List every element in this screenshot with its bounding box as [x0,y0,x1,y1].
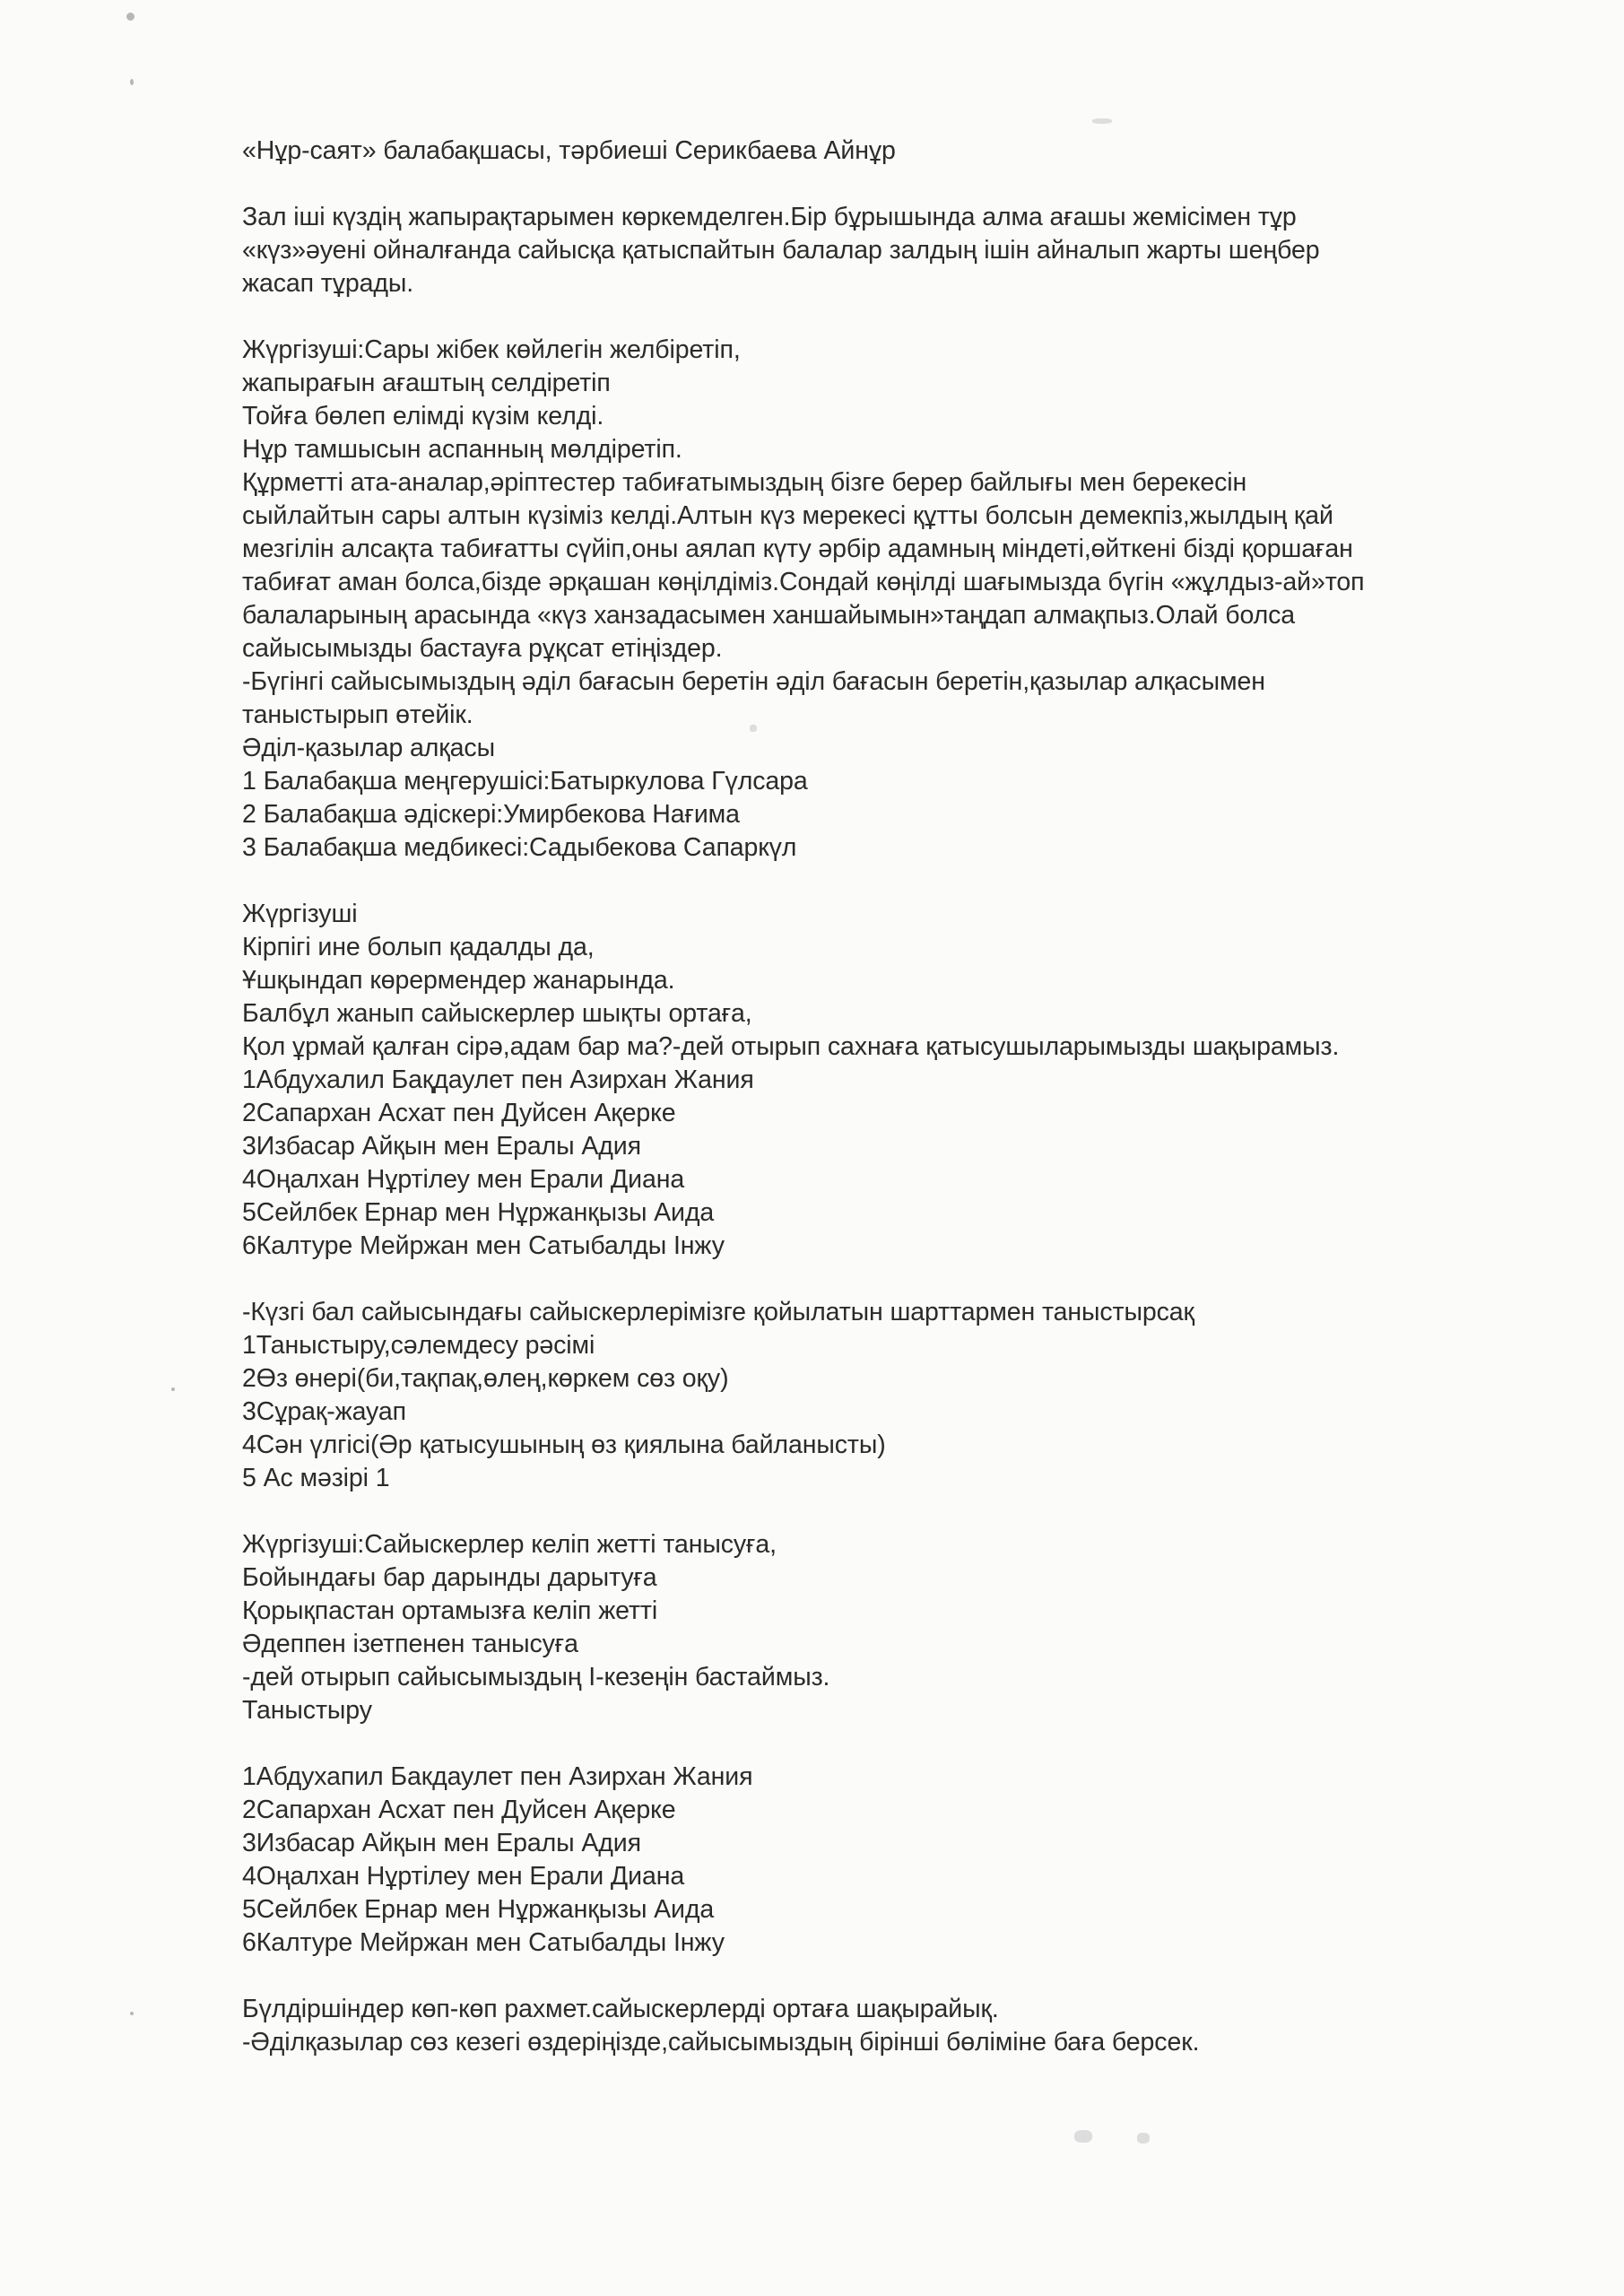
participant-item: 5Сейлбек Ернар мен Нұржанқызы Аида [242,1895,715,1924]
jury-item: 1 Балабақша меңгерушісі:Батыркулова Гүлсара [242,767,808,796]
paragraph-line: балаларының арасында «күз ханзадасымен ханшайымын»таңдап алмақпыз.Олай болса [242,601,1296,630]
participant-item: 3Избасар Айқын мен Ералы Адия [242,1132,641,1161]
participant-item: 1Абдухапил Бакдаулет пен Азирхан Жания [242,1762,753,1791]
blank-line [242,300,1515,334]
paragraph-line: Балбұл жанып сайыскерлер шықты ортаға, [242,999,752,1028]
jury-item: 2 Балабақша әдіскері:Умирбекова Нағима [242,800,740,829]
scan-smudge [1074,2130,1092,2143]
condition-item: 2Өз өнері(би,тақпақ,өлең,көркем сөз оқу) [242,1364,729,1393]
scan-speck [130,79,134,85]
paragraph-line: -дей отырып сайысымыздың І-кезеңін бастаймыз. [242,1663,830,1692]
paragraph-line: -Әділқазылар сөз кезегі өздеріңізде,сайысымыздың бірінші бөліміне баға берсек. [242,2028,1200,2057]
participant-item: 5Сейлбек Ернар мен Нұржанқызы Аида [242,1198,715,1227]
speaker-label: Жүргізуші [242,900,358,928]
scan-speck [126,13,135,21]
paragraph-line: -Бүгінгі сайысымыздың әділ бағасын беретін әділ бағасын беретін,қазылар алқасымен [242,667,1265,696]
section-label: Таныстыру [242,1696,372,1725]
scan-smudge [1137,2133,1150,2144]
document-title: «Нұр-саят» балабақшасы, тәрбиеші Серикбаева Айнұр [242,136,896,165]
participant-item: 2Сапархан Асхат пен Дуйсен Ақерке [242,1796,676,1824]
paragraph-line: Құрметті ата-аналар,әріптестер табиғатымыздың бізге берер байлығы мен берекесін [242,468,1247,497]
scan-speck [171,1387,175,1391]
jury-item: 3 Балабақша медбикесі:Садыбекова Сапаркүл [242,833,797,862]
blank-line [242,865,1515,898]
paragraph-line: Жүргізуші:Сайыскерлер келіп жетті танысуға, [242,1530,777,1559]
paragraph-line: Бойындағы бар дарынды дарытуға [242,1563,657,1592]
condition-item: 4Сән үлгісі(Әр қатысушының өз қиялына байланысты) [242,1431,886,1459]
paragraph-line: Әдеппен ізетпенен танысуға [242,1630,578,1658]
participant-item: 6Калтуре Мейржан мен Сатыбалды Інжу [242,1231,725,1260]
paragraph-line: Бүлдіршіндер көп-көп рахмет.сайыскерлерді ортаға шақырайық. [242,1995,999,2023]
participant-item: 4Оңалхан Нұртілеу мен Ерали Диана [242,1862,685,1891]
blank-line [242,1263,1515,1296]
paragraph-line: таныстырып өтейік. [242,700,473,729]
scan-smudge [1092,118,1112,124]
paragraph-line: Қорықпастан ортамызға келіп жетті [242,1596,658,1625]
paragraph-line: Жүргізуші:Сары жібек көйлегін желбіретіп, [242,335,741,364]
paragraph-line: Кірпігі ине болып қадалды да, [242,933,595,961]
document-body [242,135,1515,2059]
condition-item: 1Таныстыру,сәлемдесу рәсімі [242,1331,595,1360]
participant-item: 3Избасар Айқын мен Ералы Адия [242,1829,641,1857]
paragraph-line: мезгілін алсақта табиғатты сүйіп,оны аялап күту әрбір адамның міндеті,өйткені бізді қоршаған [242,535,1353,563]
scan-speck [130,2012,134,2015]
condition-item: 5 Ас мәзірі 1 [242,1464,390,1492]
paragraph-line: жапырағын ағаштың селдіретіп [242,369,611,397]
participant-item: 4Оңалхан Нұртілеу мен Ерали Диана [242,1165,685,1194]
paragraph-line: «күз»әуені ойналғанда сайысқа қатыспайтын балалар залдың ішін айналып жарты шеңбер [242,236,1320,265]
paragraph-line: жасап тұрады. [242,269,414,298]
paragraph-line: табиғат аман болса,бізде әрқашан көңілдіміз.Сондай көңілді шағымызда бүгін «жұлдыз-ай»топ [242,568,1365,596]
blank-line [242,168,1515,201]
paragraph-line: Ұшқындап көрермендер жанарында. [242,966,675,995]
participant-item: 1Абдухалил Бақдаулет пен Азирхан Жания [242,1065,754,1094]
blank-line [242,1727,1515,1761]
blank-line [242,1960,1515,1993]
participant-item: 6Калтуре Мейржан мен Сатыбалды Інжу [242,1928,725,1957]
paragraph-line: -Күзгі бал сайысындағы сайыскерлерімізге қойылатын шарттармен таныстырсақ [242,1298,1194,1326]
paragraph-line: Қол ұрмай қалған сірә,адам бар ма?-дей отырып сахнаға қатысушыларымызды шақырамыз. [242,1032,1340,1061]
paragraph-line: Зал іші күздің жапырақтарымен көркемделген.Бір бұрышында алма ағашы жемісімен тұр [242,203,1297,231]
paragraph-line: Нұр тамшысын аспанның мөлдіретіп. [242,435,682,464]
blank-line [242,1495,1515,1528]
paragraph-line: сайысымызды бастауға рұқсат етіңіздер. [242,634,723,663]
paragraph-line: сыйлайтын сары алтын күзіміз келді.Алтын күз мерекесі құтты болсын демекпіз,жылдың қай [242,501,1333,530]
participant-item: 2Сапархан Асхат пен Дуйсен Ақерке [242,1099,676,1127]
jury-heading: Әділ-қазылар алқасы [242,734,495,762]
paragraph-line: Тойға бөлеп елімді күзім келді. [242,402,604,430]
condition-item: 3Сұрақ-жауап [242,1397,406,1426]
